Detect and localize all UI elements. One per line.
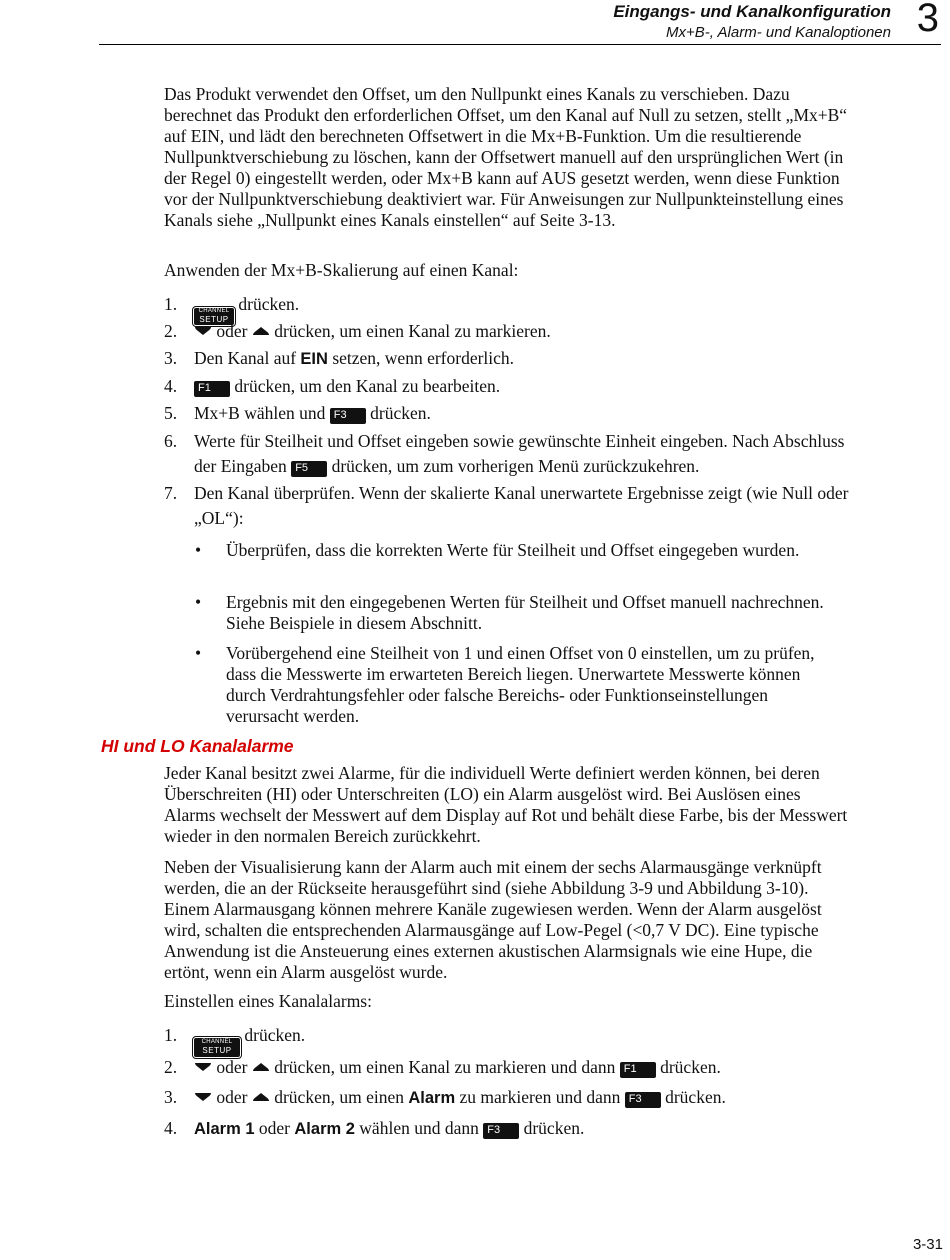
header-subtitle: Mx+B-, Alarm- und Kanaloptionen: [666, 24, 891, 41]
step-number: 7.: [164, 483, 178, 503]
alarm-intro: Einstellen eines Kanalalarms:: [164, 991, 372, 1011]
channel-setup-key-icon: CHANNEL SETUP: [194, 308, 234, 325]
up-arrow-key-icon: [252, 1092, 270, 1102]
f1-key-icon: F1: [620, 1062, 656, 1078]
channel-setup-key-icon: CHANNEL SETUP: [194, 1038, 240, 1057]
chapter-number: 3: [916, 0, 939, 40]
step-number: 2.: [164, 1057, 178, 1077]
down-arrow-key-icon: [194, 1092, 212, 1102]
down-arrow-key-icon: [194, 1062, 212, 1072]
step-number: 1.: [164, 294, 178, 314]
f5-key-icon: F5: [291, 461, 327, 477]
up-arrow-key-icon: [252, 1062, 270, 1072]
down-arrow-key-icon: [194, 326, 212, 336]
mxb-intro: Anwenden der Mx+B-Skalierung auf einen Kanal:: [164, 260, 519, 280]
step-number: 4.: [164, 1118, 178, 1138]
f3-key-icon: F3: [330, 408, 366, 424]
step-number: 4.: [164, 376, 178, 396]
step-number: 6.: [164, 431, 178, 451]
step-number: 1.: [164, 1025, 178, 1045]
bullet-icon: •: [195, 540, 202, 560]
f3-key-icon: F3: [625, 1092, 661, 1108]
bullet-icon: •: [195, 592, 202, 612]
up-arrow-key-icon: [252, 326, 270, 336]
bullet-icon: •: [195, 643, 202, 663]
intro-paragraph: Das Produkt verwendet den Offset, um den Nullpunkt eines Kanals zu verschieben. Dazu berechnet das Produkt den erforderlichen Offset, um den Kanal auf Null zu setzen, stellt „Mx+B“ auf EIN, und lädt den berechneten Offsetwert in die Mx+B-Funktion. Um die resultierende Nullpunktverschiebung zu löschen, kann der Offsetwert manuell auf den ursprünglichen Wert (in der Regel 0) eingestellt werden, oder Mx+B kann auf AUS gesetzt werden, wenn diese Funktion vor der Nullpunktverschiebung deaktiviert war. Für Anweisungen zur Nullpunkteinstellung eines Kanals siehe „Nullpunkt eines Kanals einstellen“ auf Seite 3-13.: [164, 84, 848, 230]
section-heading: HI und LO Kanalalarme: [101, 736, 294, 756]
alarm-paragraph-2: Neben der Visualisierung kann der Alarm auch mit einem der sechs Alarmausgänge verknüpft werden, die an der Rückseite herausgeführt sind (siehe Abbildung 3-9 und Abbildung 3-10). Einem Alarmausgang können mehrere Kanäle zugewiesen werden. Wenn der Alarm ausgelöst wird, schalten die entsprechenden Alarmausgänge auf Low-Pegel (<0,7 V DC). Eine typische Anwendung ist die Ansteuerung eines externen akustischen Alarmsignals wie eine Hupe, die ertönt, wenn ein Alarm ausgelöst wurde.: [164, 857, 822, 982]
page-number: 3-31: [912, 1236, 943, 1253]
f3-key-icon: F3: [483, 1123, 519, 1139]
alarm-paragraph-1: Jeder Kanal besitzt zwei Alarme, für die individuell Werte definiert werden können, bei deren Überschreiten (HI) oder Unterschreiten (LO) ein Alarm ausgelöst wird. Bei Auslösen eines Alarms wechselt der Messwert auf dem Display auf Rot und behält diese Farbe, bis der Messwert wieder in den normalen Bereich zurückkehrt.: [164, 763, 848, 846]
step-number: 3.: [164, 1087, 178, 1107]
step-number: 5.: [164, 403, 178, 423]
step-number: 2.: [164, 321, 178, 341]
header-title: Eingangs- und Kanalkonfiguration: [613, 2, 891, 21]
step-number: 3.: [164, 348, 178, 368]
f1-key-icon: F1: [194, 381, 230, 397]
page-header: [99, 0, 941, 45]
